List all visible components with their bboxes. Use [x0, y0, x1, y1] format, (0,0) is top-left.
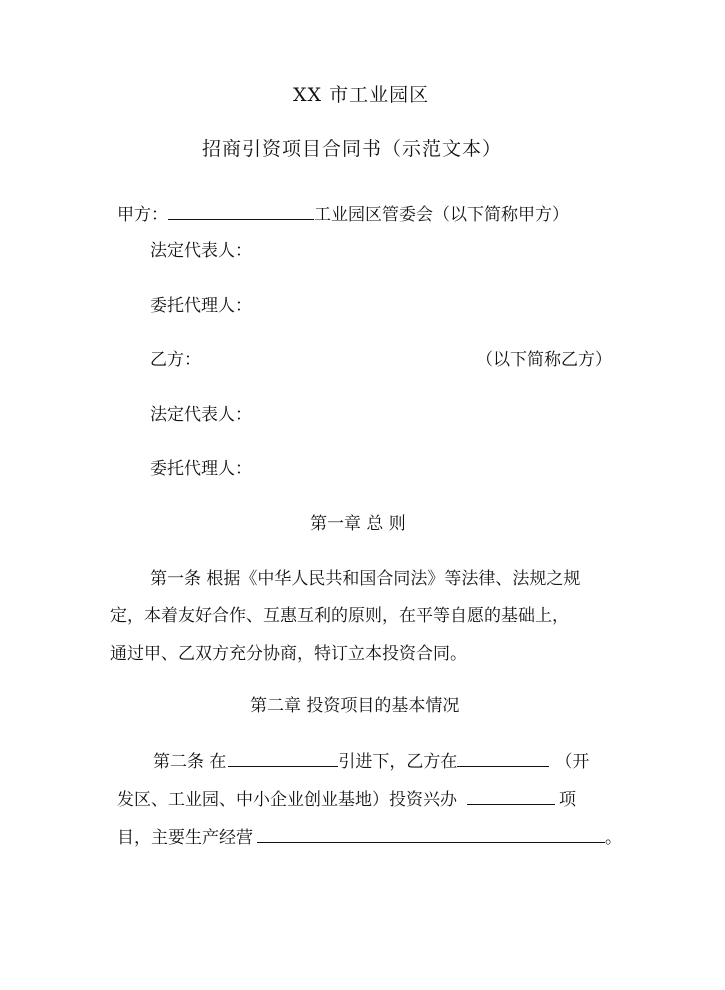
article2-line1	[153, 750, 589, 773]
article2-text-2: 引进下，乙方在	[338, 752, 458, 772]
article2-line2	[117, 788, 576, 811]
article2-line3	[117, 826, 622, 849]
article2-text-5: 项	[559, 790, 576, 810]
party-a-name-blank	[168, 203, 314, 220]
party-b-agent: 委托代理人：	[150, 459, 252, 479]
party-a-label: 甲方：	[117, 205, 168, 225]
project-name-blank	[467, 788, 555, 805]
location-blank	[457, 750, 549, 767]
document-title-line1: XX 市工业园区	[293, 84, 430, 106]
party-b-suffix: （以下简称乙方）	[476, 350, 612, 370]
chapter2-heading: 第二章 投资项目的基本情况	[250, 696, 460, 716]
party-b-label: 乙方：	[150, 350, 201, 370]
party-a-suffix: 工业园区管委会（以下简称甲方）	[314, 205, 569, 225]
article1-line1: 第一条 根据《中华人民共和国合同法》等法律、法规之规	[150, 569, 581, 589]
article2-text-6: 目，主要生产经营	[117, 828, 253, 848]
chapter1-heading: 第一章 总 则	[310, 514, 406, 534]
article1-line2: 定，本着友好合作、互惠互利的原则，在平等自愿的基础上，	[110, 606, 569, 626]
article2-text-7: 。	[605, 828, 622, 848]
party-a-line	[117, 203, 569, 226]
article2-text-4: 发区、工业园、中小企业创业基地）投资兴办	[117, 790, 457, 810]
article1-line3: 通过甲、乙双方充分协商，特订立本投资合同。	[110, 644, 467, 664]
article2-text-3: （开	[555, 752, 590, 772]
party-a-agent: 委托代理人：	[150, 296, 252, 316]
party-a-legal-rep: 法定代表人：	[150, 241, 252, 261]
introducer-blank	[228, 750, 338, 767]
business-scope-blank	[257, 826, 605, 843]
party-b-legal-rep: 法定代表人：	[150, 405, 252, 425]
document-title-line2: 招商引资项目合同书（示范文本）	[202, 138, 503, 160]
article2-text-1: 第二条 在	[153, 752, 227, 772]
